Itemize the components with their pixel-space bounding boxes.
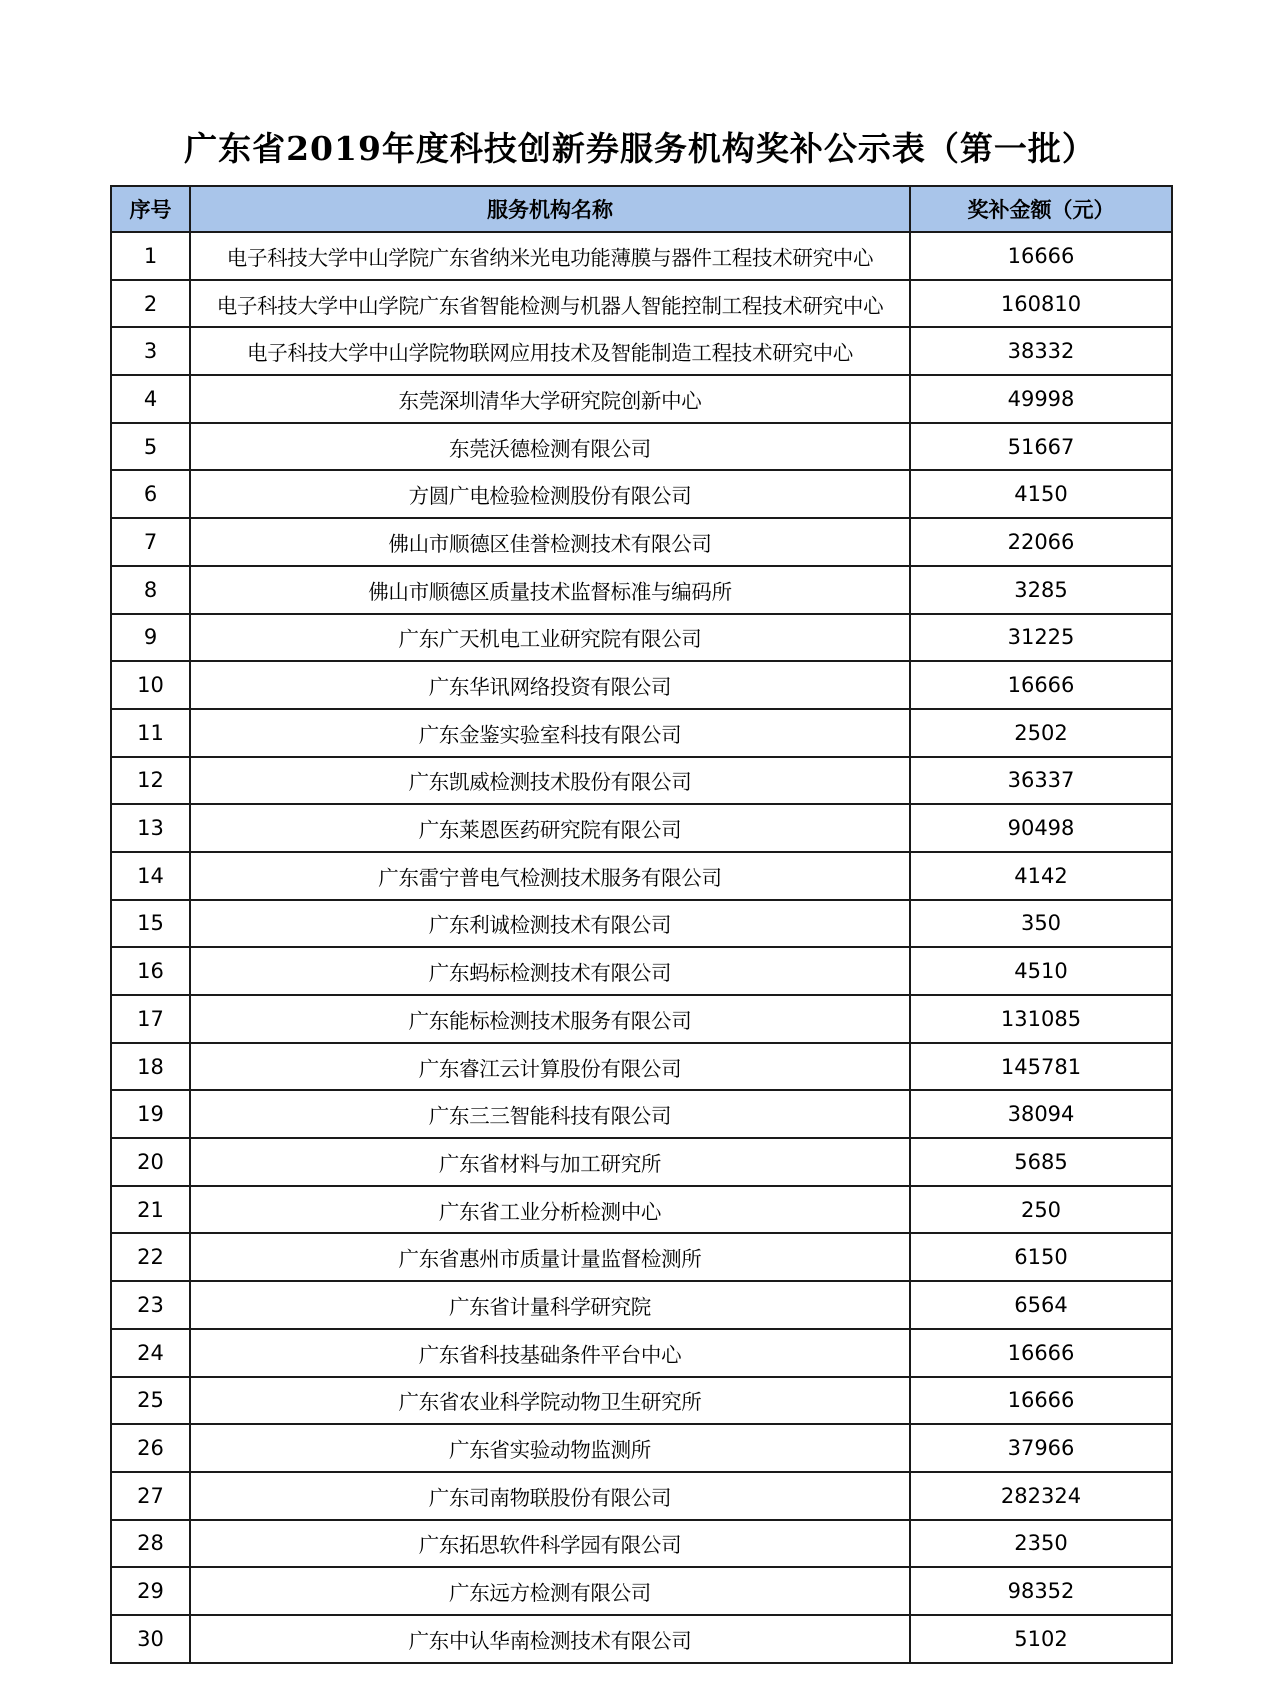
institution-name-cell: 广东华讯网络投资有限公司 [190,661,910,709]
serial-number-cell: 24 [111,1329,190,1377]
table-row [111,1090,1172,1138]
table-row [111,375,1172,423]
serial-number-cell: 26 [111,1424,190,1472]
serial-number-cell: 16 [111,947,190,995]
serial-number-cell: 14 [111,852,190,900]
award-amount-cell: 16666 [910,1377,1172,1425]
institution-name-cell: 广东司南物联股份有限公司 [190,1472,910,1520]
institution-name-cell: 广东能标检测技术服务有限公司 [190,995,910,1043]
award-amount-cell: 98352 [910,1567,1172,1615]
serial-number-cell: 17 [111,995,190,1043]
institution-name-cell: 电子科技大学中山学院广东省纳米光电功能薄膜与器件工程技术研究中心 [190,232,910,280]
serial-number-cell: 18 [111,1043,190,1091]
award-amount-cell: 5685 [910,1138,1172,1186]
table-row [111,1615,1172,1663]
table-row [111,757,1172,805]
institution-name-cell: 广东拓思软件科学园有限公司 [190,1520,910,1568]
table-row [111,327,1172,375]
award-amount-cell: 37966 [910,1424,1172,1472]
table-row [111,1138,1172,1186]
table-row [111,232,1172,280]
award-amount-cell: 282324 [910,1472,1172,1520]
table-row [111,1520,1172,1568]
serial-number-cell: 29 [111,1567,190,1615]
serial-number-cell: 11 [111,709,190,757]
table-row [111,1186,1172,1234]
serial-number-cell: 12 [111,757,190,805]
institution-name-cell: 电子科技大学中山学院物联网应用技术及智能制造工程技术研究中心 [190,327,910,375]
institution-name-cell: 电子科技大学中山学院广东省智能检测与机器人智能控制工程技术研究中心 [190,280,910,328]
award-amount-cell: 350 [910,900,1172,948]
serial-number-cell: 8 [111,566,190,614]
serial-number-cell: 30 [111,1615,190,1663]
table-body [111,232,1172,1663]
institution-name-cell: 广东蚂标检测技术有限公司 [190,947,910,995]
table-row [111,1329,1172,1377]
award-amount-cell: 51667 [910,423,1172,471]
award-amount-cell: 160810 [910,280,1172,328]
award-amount-cell: 4142 [910,852,1172,900]
table-row [111,566,1172,614]
table-row [111,947,1172,995]
award-amount-cell: 145781 [910,1043,1172,1091]
institution-name-cell: 东莞深圳清华大学研究院创新中心 [190,375,910,423]
serial-number-cell: 3 [111,327,190,375]
institution-name-cell: 方圆广电检验检测股份有限公司 [190,470,910,518]
award-amount-cell: 31225 [910,614,1172,662]
table-row [111,470,1172,518]
serial-number-cell: 10 [111,661,190,709]
table-row [111,900,1172,948]
serial-number-cell: 9 [111,614,190,662]
table-row [111,804,1172,852]
institution-name-cell: 广东远方检测有限公司 [190,1567,910,1615]
award-amount-cell: 22066 [910,518,1172,566]
institution-name-cell: 佛山市顺德区质量技术监督标准与编码所 [190,566,910,614]
table-row [111,1281,1172,1329]
table-row [111,280,1172,328]
award-amount-cell: 16666 [910,232,1172,280]
serial-number-cell: 7 [111,518,190,566]
award-amount-cell: 38332 [910,327,1172,375]
table-row [111,852,1172,900]
award-table [110,185,1173,1664]
institution-name-cell: 广东省工业分析检测中心 [190,1186,910,1234]
serial-number-cell: 27 [111,1472,190,1520]
award-amount-cell: 6150 [910,1233,1172,1281]
institution-name-cell: 广东中认华南检测技术有限公司 [190,1615,910,1663]
institution-name-cell: 广东省计量科学研究院 [190,1281,910,1329]
serial-number-cell: 6 [111,470,190,518]
serial-number-cell: 22 [111,1233,190,1281]
document-title: 广东省2019年度科技创新券服务机构奖补公示表（第一批） [184,129,1096,168]
institution-name-cell: 广东省材料与加工研究所 [190,1138,910,1186]
institution-name-cell: 广东三三智能科技有限公司 [190,1090,910,1138]
table-row [111,1233,1172,1281]
award-amount-cell: 90498 [910,804,1172,852]
serial-number-cell: 1 [111,232,190,280]
table-row [111,518,1172,566]
table-row [111,1472,1172,1520]
serial-number-cell: 20 [111,1138,190,1186]
institution-name-cell: 广东睿江云计算股份有限公司 [190,1043,910,1091]
award-amount-cell: 2350 [910,1520,1172,1568]
award-amount-cell: 2502 [910,709,1172,757]
serial-number-cell: 4 [111,375,190,423]
serial-number-cell: 23 [111,1281,190,1329]
table-row [111,995,1172,1043]
serial-number-cell: 28 [111,1520,190,1568]
header-award-amount: 奖补金额（元） [910,186,1172,232]
award-amount-cell: 16666 [910,661,1172,709]
table-row [111,709,1172,757]
institution-name-cell: 广东莱恩医药研究院有限公司 [190,804,910,852]
award-amount-cell: 16666 [910,1329,1172,1377]
serial-number-cell: 19 [111,1090,190,1138]
institution-name-cell: 东莞沃德检测有限公司 [190,423,910,471]
institution-name-cell: 佛山市顺德区佳誉检测技术有限公司 [190,518,910,566]
institution-name-cell: 广东利诚检测技术有限公司 [190,900,910,948]
serial-number-cell: 13 [111,804,190,852]
table-row [111,1043,1172,1091]
award-amount-cell: 4150 [910,470,1172,518]
institution-name-cell: 广东金鉴实验室科技有限公司 [190,709,910,757]
institution-name-cell: 广东省农业科学院动物卫生研究所 [190,1377,910,1425]
serial-number-cell: 21 [111,1186,190,1234]
serial-number-cell: 25 [111,1377,190,1425]
award-amount-cell: 6564 [910,1281,1172,1329]
header-serial-number: 序号 [111,186,190,232]
table-row [111,423,1172,471]
award-amount-cell: 5102 [910,1615,1172,1663]
table-row [111,1424,1172,1472]
table-row [111,614,1172,662]
table-header-row [111,186,1172,232]
header-institution-name: 服务机构名称 [190,186,910,232]
institution-name-cell: 广东凯威检测技术股份有限公司 [190,757,910,805]
institution-name-cell: 广东省惠州市质量计量监督检测所 [190,1233,910,1281]
table-row [111,661,1172,709]
award-amount-cell: 4510 [910,947,1172,995]
award-amount-cell: 49998 [910,375,1172,423]
institution-name-cell: 广东雷宁普电气检测技术服务有限公司 [190,852,910,900]
award-amount-cell: 131085 [910,995,1172,1043]
institution-name-cell: 广东省实验动物监测所 [190,1424,910,1472]
award-amount-cell: 3285 [910,566,1172,614]
institution-name-cell: 广东省科技基础条件平台中心 [190,1329,910,1377]
award-amount-cell: 36337 [910,757,1172,805]
award-amount-cell: 38094 [910,1090,1172,1138]
table-row [111,1377,1172,1425]
award-amount-cell: 250 [910,1186,1172,1234]
table-row [111,1567,1172,1615]
serial-number-cell: 2 [111,280,190,328]
serial-number-cell: 15 [111,900,190,948]
institution-name-cell: 广东广天机电工业研究院有限公司 [190,614,910,662]
serial-number-cell: 5 [111,423,190,471]
